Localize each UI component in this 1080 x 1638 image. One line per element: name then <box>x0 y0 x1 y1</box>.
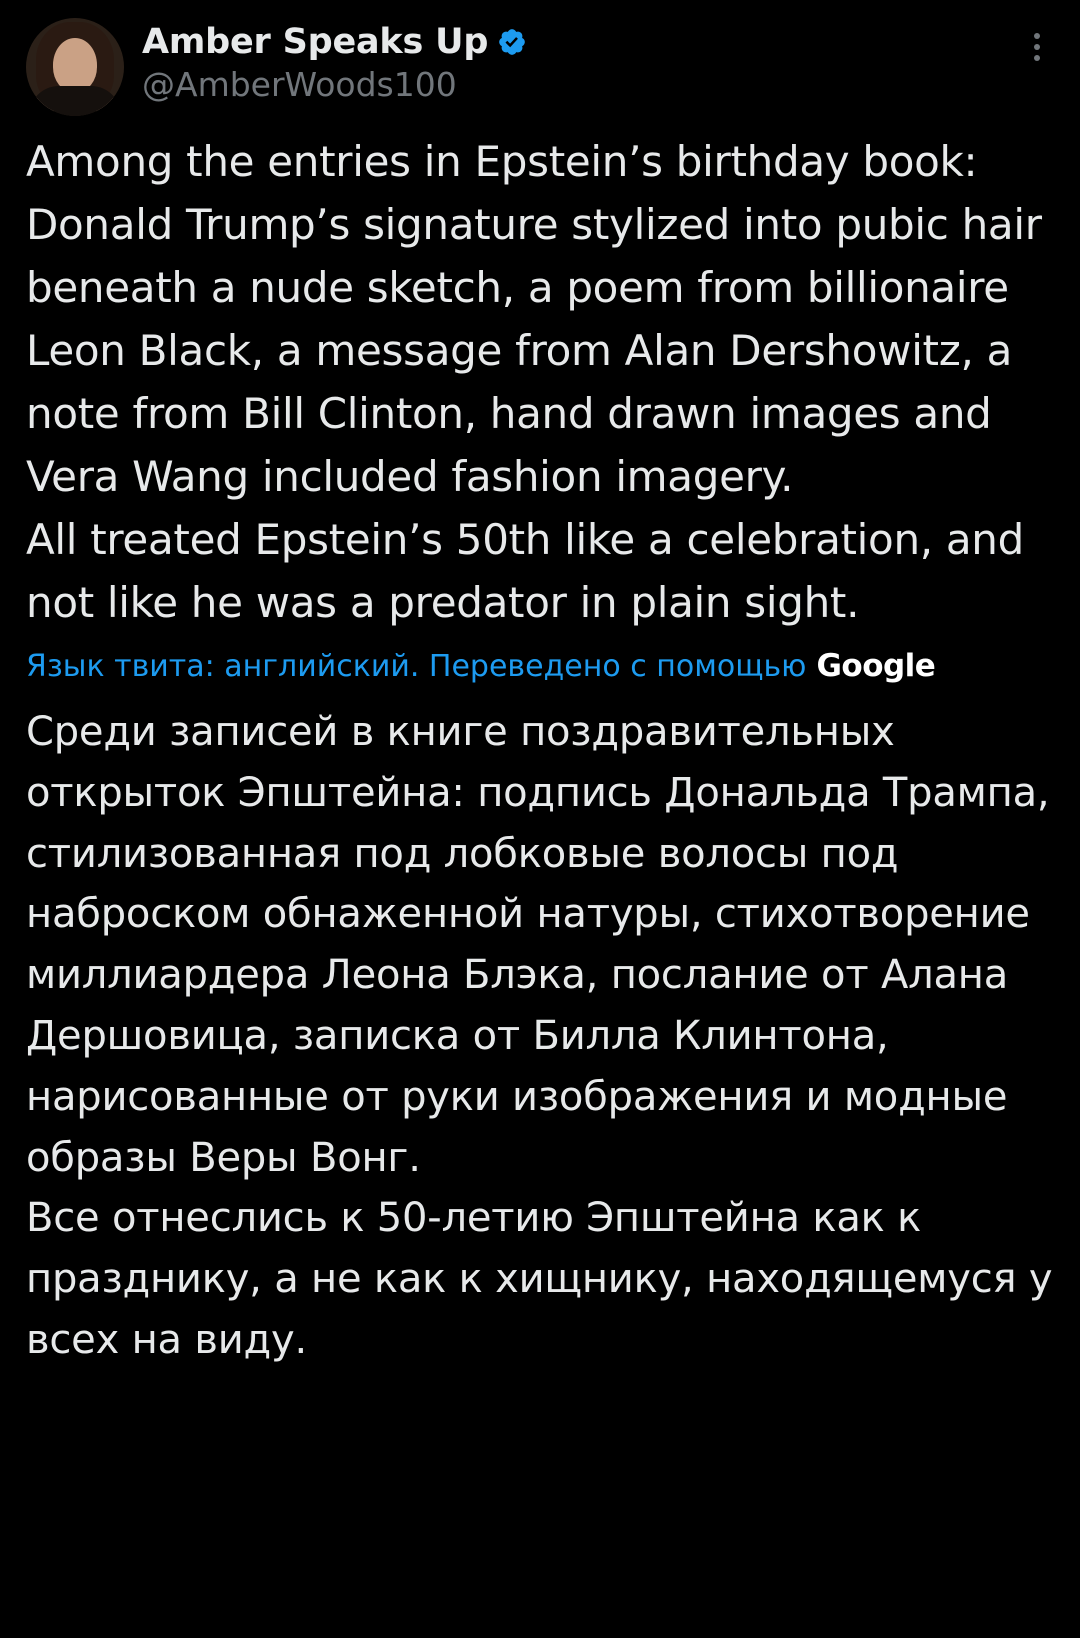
translation-notice-text: Язык твита: английский. Переведено с помощью <box>26 649 807 684</box>
translated-text <box>26 690 1054 1371</box>
more-dot-3 <box>1034 55 1040 61</box>
tweet-text-paragraph-1: Among the entries in Epstein’s birthday book: Donald Trump’s signature stylized into pubic hair beneath a nude sketch, a poem from billionaire Leon Black, a message from Alan Dershowitz, a note from Bill Clinton, hand drawn images and Vera Wang included fashion imagery. <box>26 137 1042 501</box>
author-handle[interactable]: @AmberWoods100 <box>142 65 457 105</box>
tweet-text-paragraph-2: All treated Epstein’s 50th like a celebration, and not like he was a predator in plain sight. <box>26 515 1024 627</box>
avatar-torso <box>29 86 121 116</box>
display-name-row <box>142 22 527 62</box>
tweet-text <box>26 126 1054 634</box>
google-logo-text: Google <box>816 648 936 684</box>
display-name[interactable]: Amber Speaks Up <box>142 22 489 62</box>
tweet-header <box>26 14 1054 126</box>
more-dot-1 <box>1034 33 1040 39</box>
avatar-face <box>53 38 97 92</box>
translation-notice[interactable] <box>26 634 1054 690</box>
translated-paragraph-2: Все отнеслись к 50-летию Эпштейна как к празднику, а не как к хищнику, находящемуся у всех на виду. <box>26 1195 1053 1363</box>
verified-badge-icon <box>497 27 527 57</box>
translated-paragraph-1: Среди записей в книге поздравительных открыток Эпштейна: подпись Дональда Трампа, стилизованная под лобковые волосы под наброском обнаженной натуры, стихотворение миллиардера Леона Блэка, послание от Алана Дершовица, записка от Билла Клинтона, нарисованные от руки изображения и модные образы Веры Вонг. <box>26 709 1050 1181</box>
more-options-icon[interactable] <box>1020 30 1054 64</box>
author-names <box>142 18 527 107</box>
more-dot-2 <box>1034 44 1040 50</box>
avatar[interactable] <box>26 18 124 116</box>
